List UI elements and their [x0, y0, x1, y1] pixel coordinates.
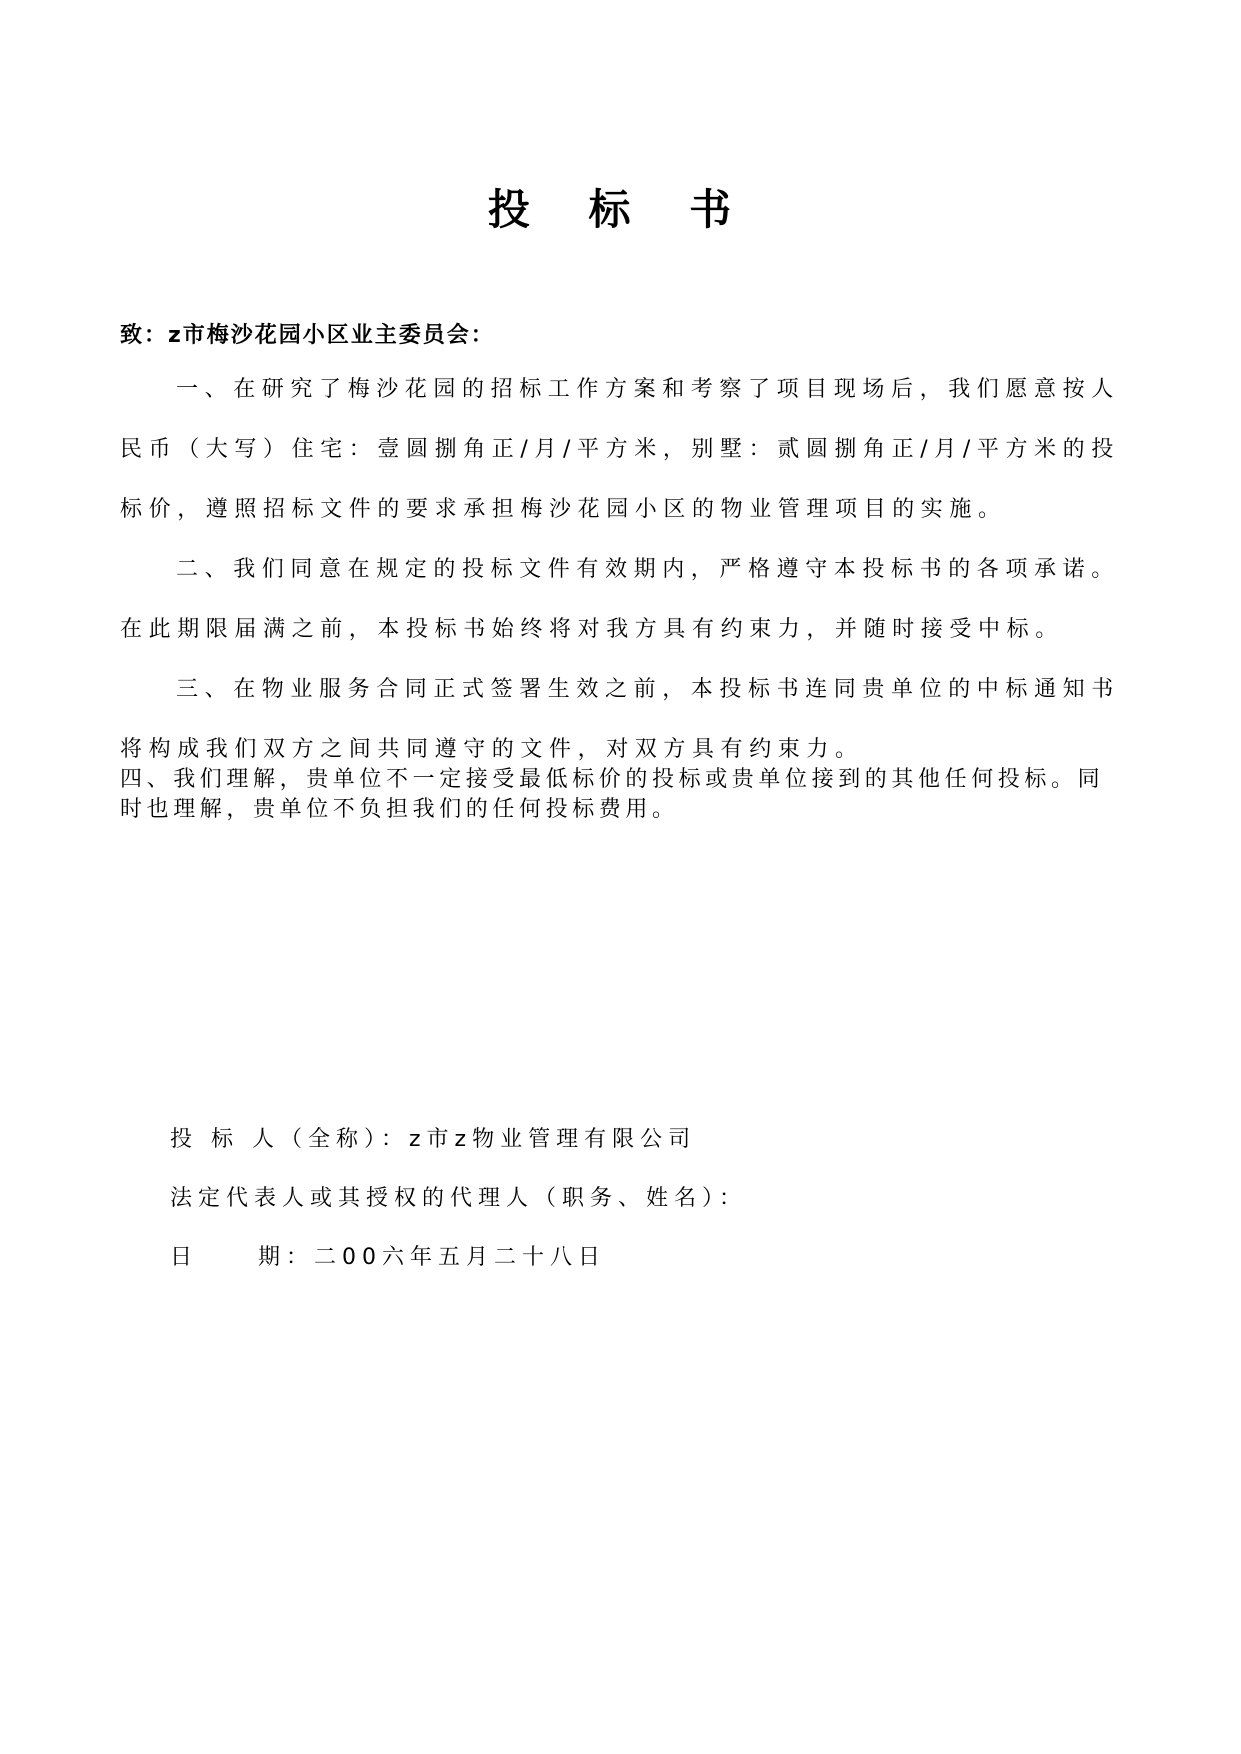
salutation: 致：z市梅沙花园小区业主委员会：: [120, 323, 495, 348]
paragraph-3: 三、在物业服务合同正式签署生效之前，本投标书连同贵单位的中标通知书将构成我们双方之间共同遵守的文件，对双方具有约束力。: [120, 677, 1120, 762]
representative-label: 法定代表人或其授权的代理人（职务、姓名）：: [170, 1186, 748, 1211]
bidder-line: [170, 1125, 696, 1155]
date-value: 二00六年五月二十八日: [314, 1245, 607, 1270]
paragraph-1: 一、在研究了梅沙花园的招标工作方案和考察了项目现场后，我们愿意按人民币（大写）住宅：壹圆捌角正/月/平方米，别墅：贰圆捌角正/月/平方米的投标价，遵照招标文件的要求承担梅沙花园小区的物业管理项目的实施。: [120, 377, 1120, 522]
paragraph-4: 四、我们理解，贵单位不一定接受最低标价的投标或贵单位接到的其他任何投标。同时也理解，贵单位不负担我们的任何投标费用。: [120, 767, 1105, 822]
date-label-2: 期：: [258, 1245, 315, 1270]
date-label-1: 日: [170, 1245, 199, 1270]
date-line: [170, 1243, 606, 1273]
document-title: 投 标 书: [487, 185, 754, 234]
bidder-value: z市z物业管理有限公司: [409, 1127, 697, 1152]
representative-line: [170, 1184, 747, 1214]
paragraph-2: 二、我们同意在规定的投标文件有效期内，严格遵守本投标书的各项承诺。在此期限届满之前，本投标书始终将对我方具有约束力，并随时接受中标。: [120, 557, 1120, 642]
bidder-label: 投 标 人（全称）：: [170, 1127, 409, 1152]
